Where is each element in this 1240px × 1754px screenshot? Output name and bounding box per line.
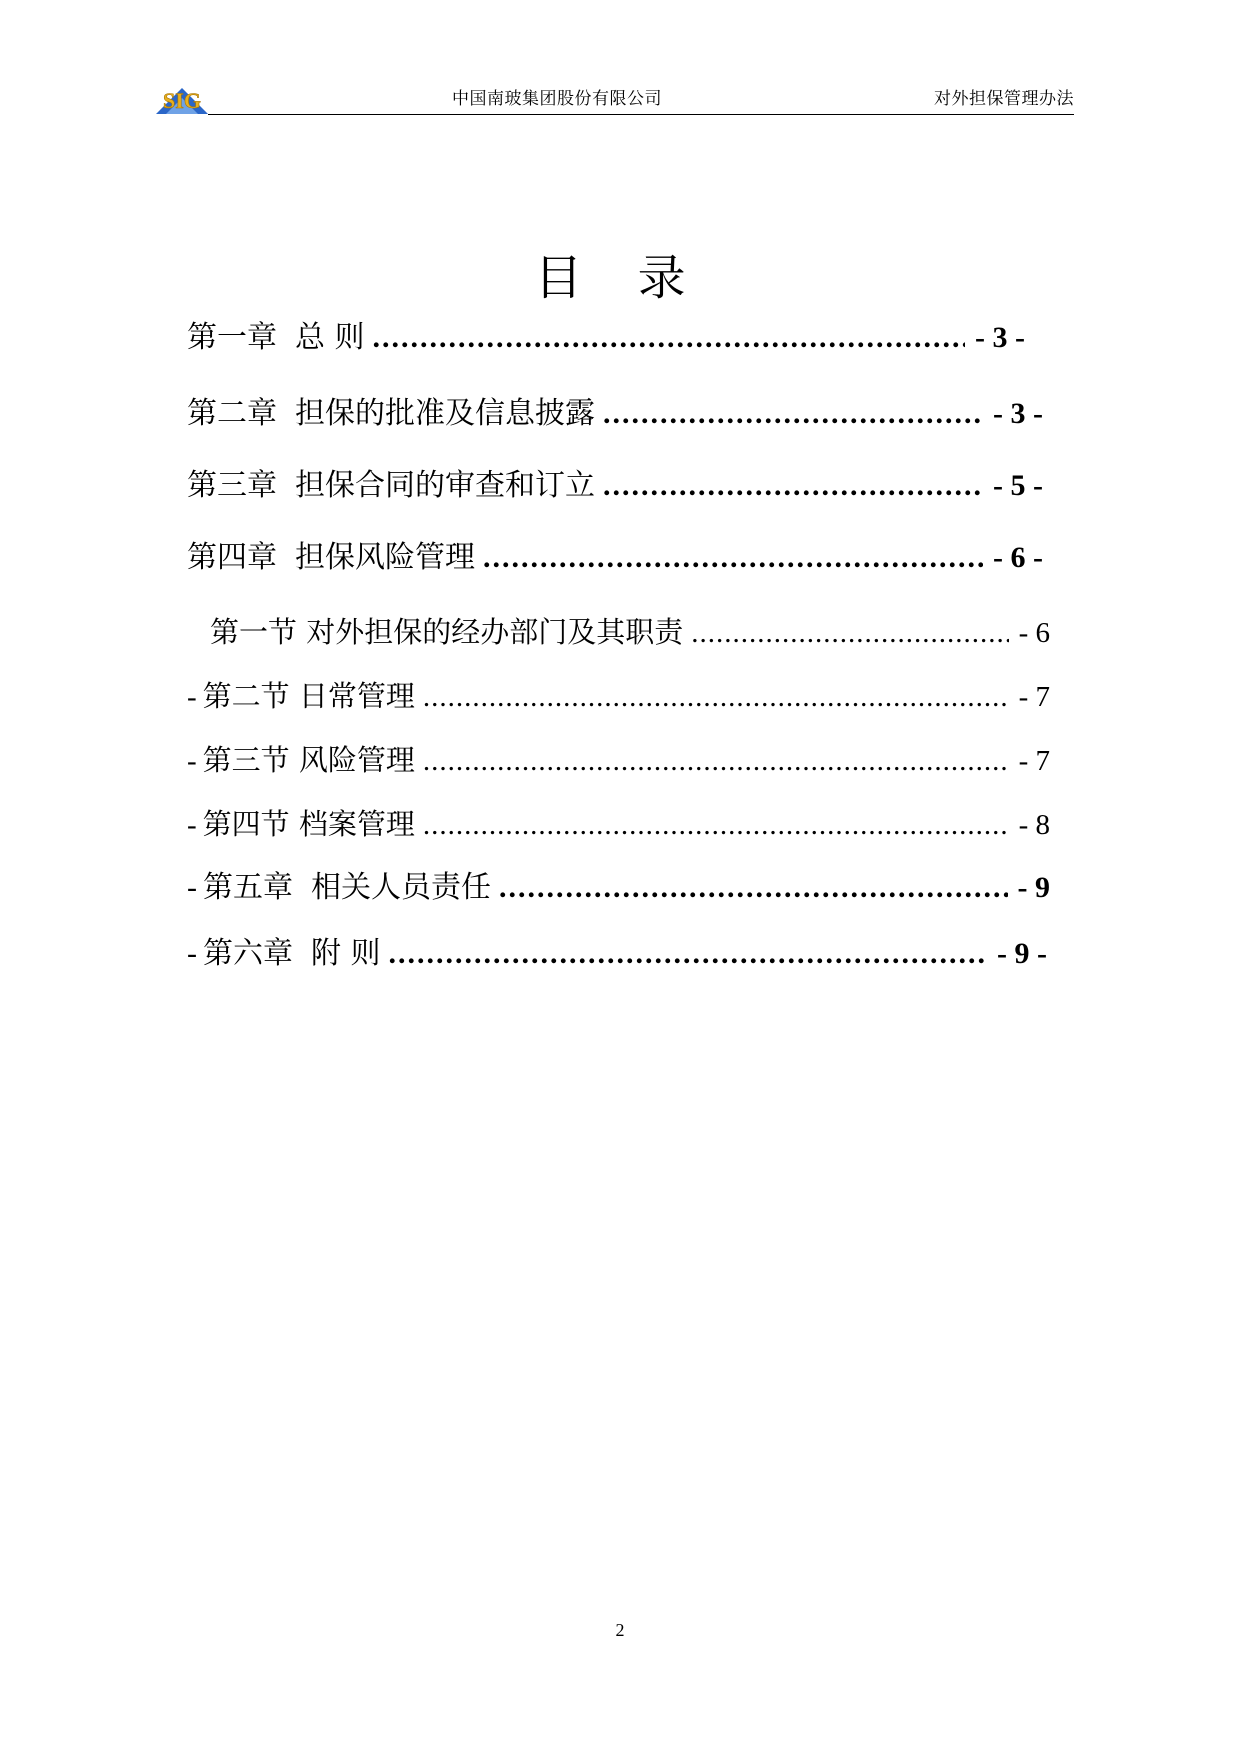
- toc-entry-title: 附 则: [311, 936, 381, 971]
- toc-title: 目 录: [534, 250, 706, 306]
- toc-entry-page: - 3 -: [993, 397, 1043, 430]
- toc-entry-chapter: 第四章: [187, 540, 277, 575]
- toc-entry-title: 担保风险管理: [295, 540, 475, 575]
- header-divider: [208, 114, 1074, 115]
- company-logo: [152, 82, 212, 116]
- toc-entry-leader: [373, 318, 965, 358]
- header-company-name: 中国南玻集团股份有限公司: [452, 89, 662, 109]
- toc-entry[interactable]: [187, 868, 1050, 908]
- toc-entry-page: - 3 -: [975, 321, 1025, 354]
- toc-entry-title: 总 则: [295, 320, 365, 355]
- toc-entry-page: - 8: [1018, 809, 1050, 841]
- svg-text:SIG: SIG: [163, 88, 201, 113]
- toc-entry[interactable]: [187, 934, 1047, 974]
- toc-entry-leader: [389, 934, 987, 974]
- toc-section-entry[interactable]: [187, 804, 1050, 845]
- toc-entry-leader: [499, 868, 1008, 908]
- toc-entry-chapter: 第三章: [187, 468, 277, 503]
- toc-entry-page: - 7: [1018, 681, 1050, 713]
- toc-entry-page: - 7: [1018, 745, 1050, 777]
- toc-entry-page: - 9 -: [997, 937, 1047, 970]
- toc-entry-page: - 5 -: [993, 469, 1043, 502]
- toc-entry-title: 担保合同的审查和订立: [295, 468, 595, 503]
- toc-entry-leader: [423, 741, 1009, 781]
- page-header: [152, 78, 1074, 116]
- toc-section-entry[interactable]: [210, 612, 1050, 653]
- toc-entry-prefix: -: [187, 809, 197, 841]
- toc-entry-title: 相关人员责任: [311, 870, 491, 905]
- toc-entry[interactable]: [187, 394, 1043, 434]
- toc-entry-leader: [603, 394, 983, 434]
- toc-section-entry[interactable]: [187, 740, 1050, 781]
- toc-section-entry[interactable]: [187, 676, 1050, 717]
- toc-entry-title: 担保的批准及信息披露: [295, 396, 595, 431]
- toc-entry-chapter: 第一章: [187, 320, 277, 355]
- toc-entry-title: 第一节 对外担保的经办部门及其职责: [210, 615, 684, 649]
- toc-entry-title: 第三节 风险管理: [202, 743, 415, 777]
- toc-entry-title: 第四节 档案管理: [202, 807, 415, 841]
- toc-entry-leader: [603, 466, 983, 506]
- page-number: 2: [615, 1620, 625, 1640]
- toc-entry-leader: [423, 677, 1009, 717]
- toc-entry-chapter: 第五章: [203, 870, 293, 905]
- toc-entry-leader: [691, 613, 1008, 653]
- toc-entry-title: 第二节 日常管理: [202, 679, 415, 713]
- toc-entry-leader: [423, 805, 1009, 845]
- toc-entry-prefix: -: [187, 871, 197, 904]
- toc-entry-leader: [483, 538, 983, 578]
- toc-entry[interactable]: [187, 318, 1025, 358]
- toc-entry-page: - 6: [1018, 617, 1050, 649]
- toc-entry[interactable]: [187, 538, 1043, 578]
- toc-entry-prefix: -: [187, 745, 197, 777]
- toc-entry-page: - 9: [1017, 871, 1050, 904]
- header-document-title: 对外担保管理办法: [934, 89, 1074, 109]
- toc-entry-prefix: -: [187, 937, 197, 970]
- toc-entry-prefix: -: [187, 681, 197, 713]
- toc-entry-chapter: 第六章: [203, 936, 293, 971]
- toc-entry-chapter: 第二章: [187, 396, 277, 431]
- toc-entry-page: - 6 -: [993, 541, 1043, 574]
- toc-entry[interactable]: [187, 466, 1043, 506]
